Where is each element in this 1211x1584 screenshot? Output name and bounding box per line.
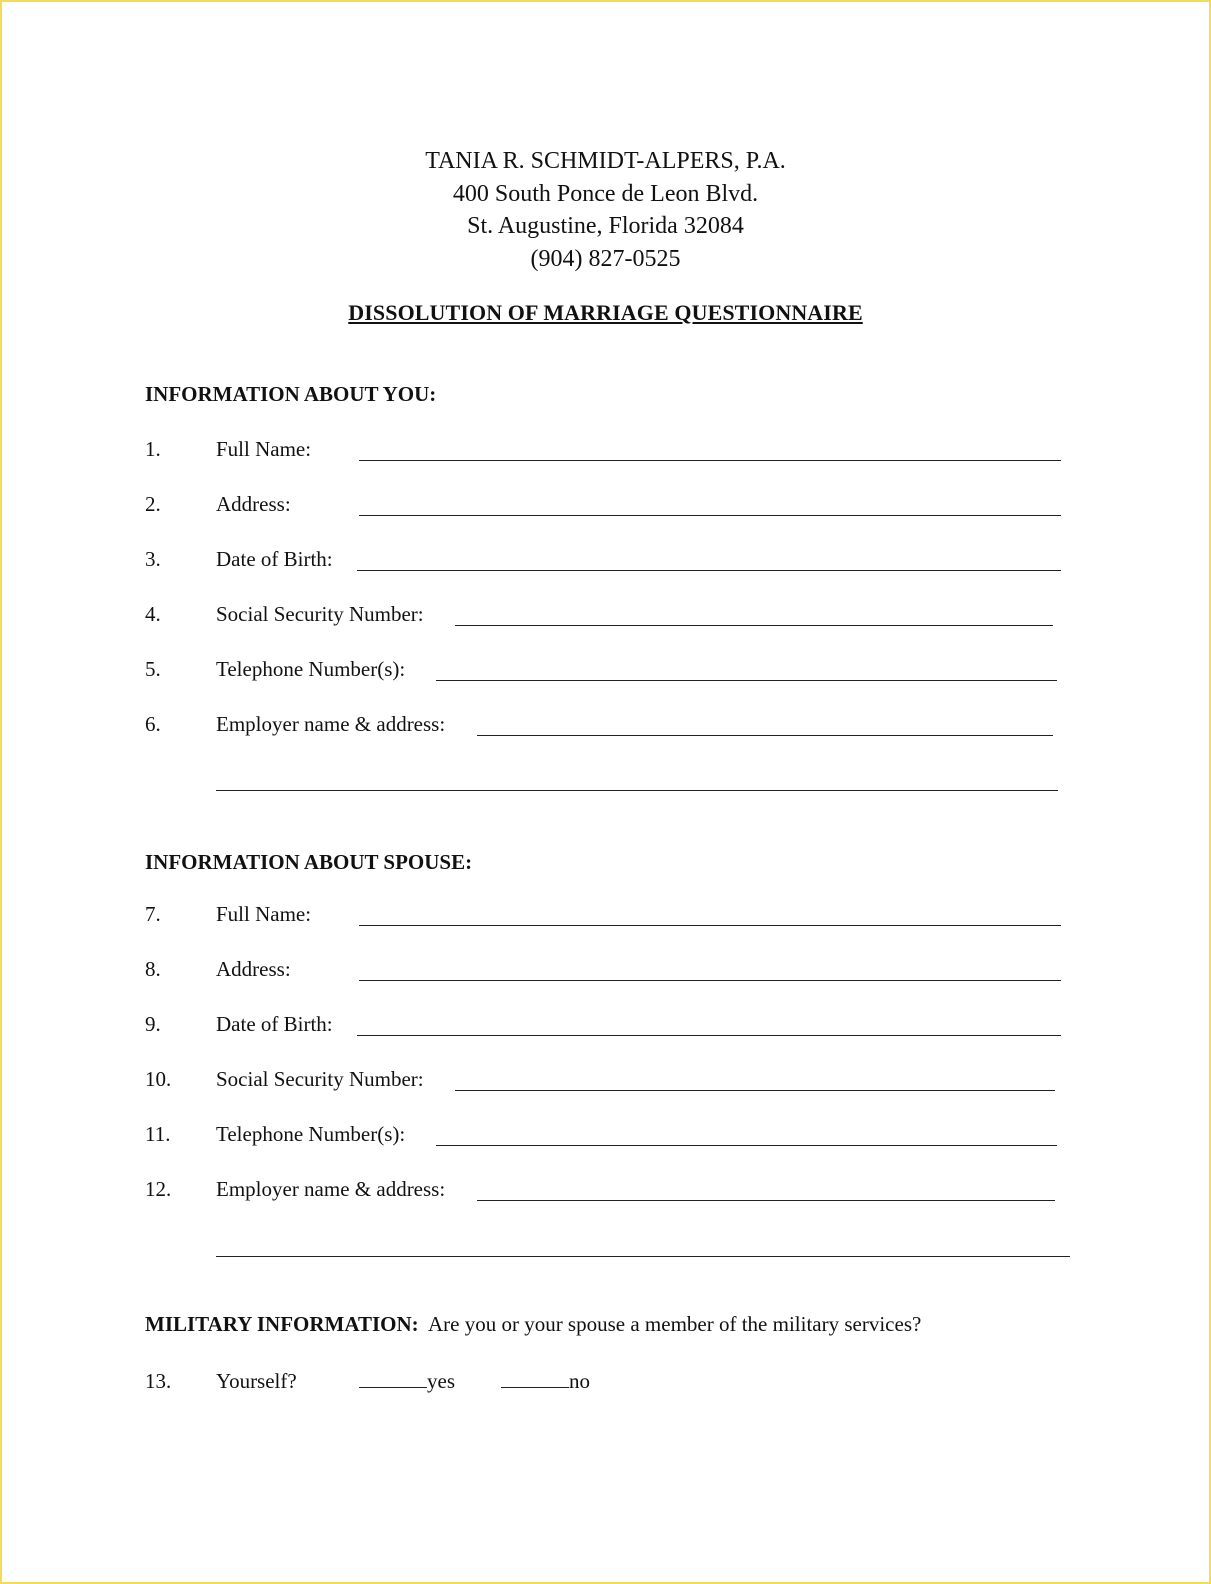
field-number: 11. bbox=[145, 1122, 171, 1146]
no-blank[interactable] bbox=[501, 1369, 569, 1388]
field-label: Employer name & address: bbox=[216, 1177, 446, 1201]
document-title: DISSOLUTION OF MARRIAGE QUESTIONNAIRE bbox=[348, 300, 863, 325]
military-question-text: Are you or your spouse a member of the military services? bbox=[427, 1312, 922, 1336]
employer-continuation-line[interactable] bbox=[216, 790, 1058, 791]
spouse-telephone-answer-line[interactable] bbox=[436, 1145, 1057, 1146]
field-label: Telephone Number(s): bbox=[216, 1122, 406, 1146]
field-number: 10. bbox=[145, 1067, 172, 1091]
no-label: no bbox=[569, 1369, 590, 1393]
field-label: Address: bbox=[216, 957, 291, 981]
field-number: 4. bbox=[145, 602, 161, 626]
section-heading-you: INFORMATION ABOUT YOU: bbox=[145, 382, 437, 406]
spouse-employer-answer-line[interactable] bbox=[477, 1200, 1055, 1201]
firm-city: St. Augustine, Florida 32084 bbox=[467, 213, 744, 239]
field-label: Employer name & address: bbox=[216, 712, 446, 736]
field-number: 3. bbox=[145, 547, 161, 571]
spouse-employer-continuation-line[interactable] bbox=[216, 1256, 1070, 1257]
letterhead bbox=[2, 145, 1209, 275]
field-label: Full Name: bbox=[216, 437, 312, 461]
military-question bbox=[145, 1312, 921, 1337]
field-label: Social Security Number: bbox=[216, 602, 424, 626]
spouse-address-answer-line[interactable] bbox=[359, 980, 1061, 981]
field-label: Date of Birth: bbox=[216, 547, 333, 571]
address-answer-line[interactable] bbox=[359, 515, 1061, 516]
field-label: Yourself? bbox=[216, 1369, 297, 1393]
spouse-date-of-birth-answer-line[interactable] bbox=[357, 1035, 1061, 1036]
field-number: 2. bbox=[145, 492, 161, 516]
field-label: Telephone Number(s): bbox=[216, 657, 406, 681]
field-number: 13. bbox=[145, 1369, 172, 1393]
field-label: Date of Birth: bbox=[216, 1012, 333, 1036]
field-number: 1. bbox=[145, 437, 161, 461]
field-number: 12. bbox=[145, 1177, 172, 1201]
field-label: Address: bbox=[216, 492, 291, 516]
military-no-option[interactable] bbox=[501, 1369, 590, 1394]
ssn-answer-line[interactable] bbox=[455, 625, 1053, 626]
telephone-answer-line[interactable] bbox=[436, 680, 1057, 681]
military-yes-option[interactable] bbox=[359, 1369, 455, 1394]
yes-blank[interactable] bbox=[359, 1369, 427, 1388]
firm-phone: (904) 827-0525 bbox=[530, 245, 681, 272]
employer-answer-line[interactable] bbox=[477, 735, 1053, 736]
field-number: 8. bbox=[145, 957, 161, 981]
field-number: 9. bbox=[145, 1012, 161, 1036]
military-heading: MILITARY INFORMATION: bbox=[145, 1312, 419, 1336]
date-of-birth-answer-line[interactable] bbox=[357, 570, 1061, 571]
full-name-answer-line[interactable] bbox=[359, 460, 1061, 461]
firm-name: TANIA R. SCHMIDT-ALPERS, P.A. bbox=[425, 148, 786, 174]
spouse-ssn-answer-line[interactable] bbox=[455, 1090, 1055, 1091]
field-number: 7. bbox=[145, 902, 161, 926]
yes-label: yes bbox=[427, 1369, 455, 1393]
field-label: Social Security Number: bbox=[216, 1067, 424, 1091]
field-number: 5. bbox=[145, 657, 161, 681]
field-row-military-yourself bbox=[145, 1369, 645, 1397]
section-heading-spouse: INFORMATION ABOUT SPOUSE: bbox=[145, 850, 473, 874]
field-number: 6. bbox=[145, 712, 161, 736]
field-label: Full Name: bbox=[216, 902, 312, 926]
spouse-full-name-answer-line[interactable] bbox=[359, 925, 1061, 926]
firm-street: 400 South Ponce de Leon Blvd. bbox=[452, 180, 759, 207]
